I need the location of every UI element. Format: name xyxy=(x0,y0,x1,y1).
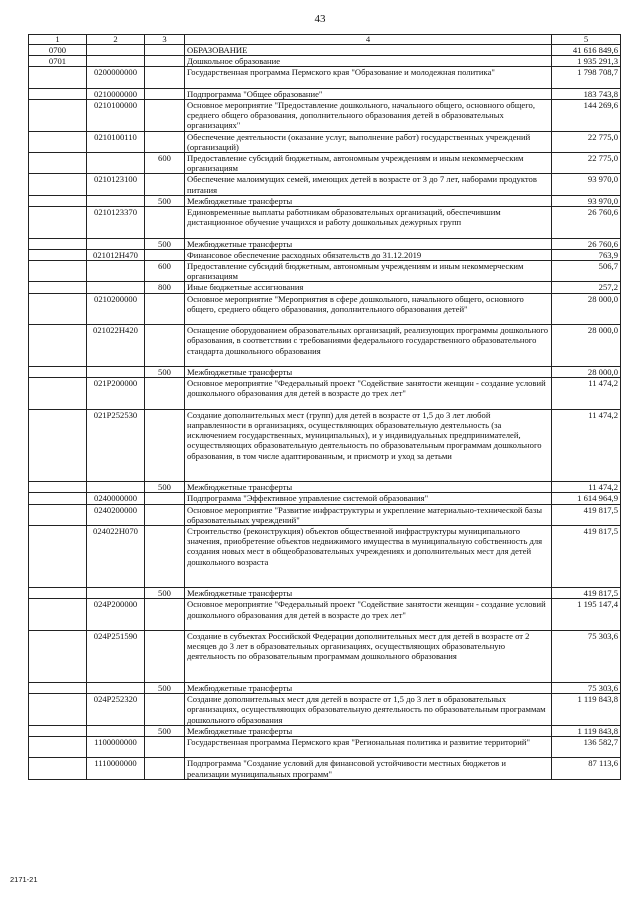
col-header-5: 5 xyxy=(552,35,621,45)
item-amount: 1 119 843,8 xyxy=(552,725,621,736)
item-amount: 419 817,5 xyxy=(552,526,621,588)
table-row xyxy=(29,45,621,56)
target-code xyxy=(87,195,145,206)
section-code xyxy=(29,207,87,239)
target-code: 0240200000 xyxy=(87,504,145,525)
target-code xyxy=(87,282,145,293)
footer-code: 2171-21 xyxy=(10,875,38,884)
expense-type-code xyxy=(145,694,185,726)
section-code xyxy=(29,367,87,378)
expense-type-code xyxy=(145,100,185,132)
expense-type-code: 500 xyxy=(145,482,185,493)
item-amount: 136 582,7 xyxy=(552,737,621,758)
section-code xyxy=(29,409,87,481)
item-description: Основное мероприятие "Развитие инфраструктуры и укрепление материально-технической базы образовательных учреждений" xyxy=(185,504,552,525)
item-description: Единовременные выплаты работникам образовательных организаций, обеспечившим дистанционное обучение учащихся и работу дошкольных дежурных групп xyxy=(185,207,552,239)
table-row xyxy=(29,293,621,325)
col-header-1: 1 xyxy=(29,35,87,45)
target-code: 0210100110 xyxy=(87,131,145,152)
section-code xyxy=(29,195,87,206)
table-row xyxy=(29,207,621,239)
section-code xyxy=(29,599,87,631)
item-description: Оснащение оборудованием образовательных организаций, реализующих программы дошкольного образования, в соответствии с требованиями федерального государственного образовательного стандарта дошкольного образования xyxy=(185,325,552,367)
target-code: 021012Н470 xyxy=(87,249,145,260)
section-code xyxy=(29,67,87,88)
item-description: Обеспечение малоимущих семей, имеющих детей в возрасте от 3 до 7 лет, наборами продуктов питания xyxy=(185,174,552,195)
item-description: Дошкольное образование xyxy=(185,56,552,67)
section-code xyxy=(29,100,87,132)
target-code xyxy=(87,683,145,694)
table-row xyxy=(29,153,621,174)
item-description: Финансовое обеспечение расходных обязательств до 31.12.2019 xyxy=(185,249,552,260)
table-row xyxy=(29,174,621,195)
item-description: Создание в субъектах Российской Федерации дополнительных мест для детей в возрасте от 2 месяцев до 3 лет в образовательных организациях, осуществляющих образовательную деятельность по образовательным программам дошкольного образования xyxy=(185,631,552,683)
item-amount: 1 195 147,4 xyxy=(552,599,621,631)
target-code: 021022Н420 xyxy=(87,325,145,367)
item-amount: 93 970,0 xyxy=(552,174,621,195)
item-description: Подпрограмма "Общее образование" xyxy=(185,88,552,99)
section-code: 0701 xyxy=(29,56,87,67)
target-code: 021Р252530 xyxy=(87,409,145,481)
page-number: 43 xyxy=(314,13,326,25)
table-row xyxy=(29,526,621,588)
section-code xyxy=(29,282,87,293)
table-row xyxy=(29,195,621,206)
column-number-row xyxy=(29,35,621,45)
item-amount: 763,9 xyxy=(552,249,621,260)
target-code xyxy=(87,482,145,493)
target-code xyxy=(87,56,145,67)
item-description: Иные бюджетные ассигнования xyxy=(185,282,552,293)
table-row xyxy=(29,409,621,481)
table-row xyxy=(29,631,621,683)
expense-type-code xyxy=(145,67,185,88)
item-amount: 11 474,2 xyxy=(552,378,621,410)
table-row xyxy=(29,493,621,504)
item-amount: 41 616 849,6 xyxy=(552,45,621,56)
section-code xyxy=(29,131,87,152)
target-code xyxy=(87,261,145,282)
section-code xyxy=(29,758,87,779)
budget-table xyxy=(28,34,621,780)
table-row xyxy=(29,56,621,67)
target-code: 0210000000 xyxy=(87,88,145,99)
item-description: Создание дополнительных мест (групп) для детей в возрасте от 1,5 до 3 лет любой направленности в организациях, осуществляющих образовательную деятельность (за исключением государственных, муниципальных), и у индивидуальных предпринимателей, осуществляющих образовательную деятельность по образовательным программам дошкольного образования, в том числе адаптированным, и присмотр и уход за детьми xyxy=(185,409,552,481)
target-code xyxy=(87,588,145,599)
expense-type-code xyxy=(145,249,185,260)
item-description: Предоставление субсидий бюджетным, автономным учреждениям и иным некоммерческим организациям xyxy=(185,261,552,282)
item-amount: 1 119 843,8 xyxy=(552,694,621,726)
item-amount: 22 775,0 xyxy=(552,153,621,174)
expense-type-code xyxy=(145,174,185,195)
section-code xyxy=(29,325,87,367)
expense-type-code: 800 xyxy=(145,282,185,293)
expense-type-code xyxy=(145,493,185,504)
item-description: ОБРАЗОВАНИЕ xyxy=(185,45,552,56)
item-amount: 419 817,5 xyxy=(552,504,621,525)
item-amount: 1 614 964,9 xyxy=(552,493,621,504)
item-description: Обеспечение деятельности (оказание услуг, выполнение работ) государственных учреждений (организаций) xyxy=(185,131,552,152)
item-description: Подпрограмма "Создание условий для финансовой устойчивости местных бюджетов и реализации муниципальных программ" xyxy=(185,758,552,779)
target-code: 1100000000 xyxy=(87,737,145,758)
item-amount: 257,2 xyxy=(552,282,621,293)
item-amount: 26 760,6 xyxy=(552,238,621,249)
item-amount: 28 000,0 xyxy=(552,325,621,367)
col-header-2: 2 xyxy=(87,35,145,45)
item-description: Межбюджетные трансферты xyxy=(185,683,552,694)
target-code xyxy=(87,238,145,249)
item-amount: 93 970,0 xyxy=(552,195,621,206)
section-code xyxy=(29,694,87,726)
expense-type-code xyxy=(145,56,185,67)
item-description: Подпрограмма "Эффективное управление системой образования" xyxy=(185,493,552,504)
table-row xyxy=(29,367,621,378)
table-row xyxy=(29,588,621,599)
section-code xyxy=(29,683,87,694)
expense-type-code xyxy=(145,45,185,56)
table-row xyxy=(29,599,621,631)
target-code: 021Р200000 xyxy=(87,378,145,410)
target-code: 0200000000 xyxy=(87,67,145,88)
expense-type-code xyxy=(145,88,185,99)
table-row xyxy=(29,238,621,249)
expense-type-code: 500 xyxy=(145,725,185,736)
item-description: Межбюджетные трансферты xyxy=(185,482,552,493)
target-code: 024Р251590 xyxy=(87,631,145,683)
expense-type-code: 600 xyxy=(145,261,185,282)
item-description: Основное мероприятие "Федеральный проект "Содействие занятости женщин - создание условий дошкольного образования для детей в возрасте до трех лет" xyxy=(185,378,552,410)
expense-type-code xyxy=(145,131,185,152)
expense-type-code: 500 xyxy=(145,238,185,249)
item-description: Создание дополнительных мест для детей в возрасте от 1,5 до 3 лет в образовательных организациях, осуществляющих образовательную деятельность по образовательным программам дошкольного образования xyxy=(185,694,552,726)
table-row xyxy=(29,725,621,736)
item-amount: 75 303,6 xyxy=(552,683,621,694)
target-code xyxy=(87,153,145,174)
item-description: Межбюджетные трансферты xyxy=(185,238,552,249)
table-row xyxy=(29,504,621,525)
table-row xyxy=(29,261,621,282)
section-code xyxy=(29,631,87,683)
target-code: 0210200000 xyxy=(87,293,145,325)
item-amount: 28 000,0 xyxy=(552,367,621,378)
table-row xyxy=(29,100,621,132)
item-amount: 22 775,0 xyxy=(552,131,621,152)
item-description: Межбюджетные трансферты xyxy=(185,195,552,206)
section-code xyxy=(29,493,87,504)
item-description: Основное мероприятие "Мероприятия в сфере дошкольного, начального общего, основного общего, среднего общего образования, дополнительного образования детей" xyxy=(185,293,552,325)
table-row xyxy=(29,325,621,367)
table-row xyxy=(29,683,621,694)
item-description: Межбюджетные трансферты xyxy=(185,588,552,599)
section-code: 0700 xyxy=(29,45,87,56)
section-code xyxy=(29,153,87,174)
item-description: Государственная программа Пермского края "Образование и молодежная политика" xyxy=(185,67,552,88)
table-row xyxy=(29,694,621,726)
expense-type-code xyxy=(145,409,185,481)
expense-type-code xyxy=(145,631,185,683)
section-code xyxy=(29,737,87,758)
expense-type-code: 600 xyxy=(145,153,185,174)
expense-type-code xyxy=(145,758,185,779)
section-code xyxy=(29,249,87,260)
item-amount: 183 743,8 xyxy=(552,88,621,99)
section-code xyxy=(29,174,87,195)
expense-type-code: 500 xyxy=(145,367,185,378)
item-amount: 144 269,6 xyxy=(552,100,621,132)
table-row xyxy=(29,282,621,293)
target-code xyxy=(87,45,145,56)
target-code: 024Р252320 xyxy=(87,694,145,726)
expense-type-code xyxy=(145,207,185,239)
item-description: Предоставление субсидий бюджетным, автономным учреждениям и иным некоммерческим организациям xyxy=(185,153,552,174)
item-description: Строительство (реконструкция) объектов общественной инфраструктуры муниципального значения, приобретение объектов недвижимого имущества в муниципальную собственность для создания новых мест в общеобразовательных учреждениях и дополнительных мест для детей дошкольного возраста xyxy=(185,526,552,588)
expense-type-code xyxy=(145,737,185,758)
item-amount: 419 817,5 xyxy=(552,588,621,599)
item-amount: 506,7 xyxy=(552,261,621,282)
expense-type-code xyxy=(145,504,185,525)
table-row xyxy=(29,249,621,260)
table-row xyxy=(29,482,621,493)
item-amount: 1 935 291,3 xyxy=(552,56,621,67)
item-amount: 1 798 708,7 xyxy=(552,67,621,88)
section-code xyxy=(29,88,87,99)
item-amount: 75 303,6 xyxy=(552,631,621,683)
expense-type-code: 500 xyxy=(145,195,185,206)
target-code: 0210123370 xyxy=(87,207,145,239)
target-code xyxy=(87,725,145,736)
table-row xyxy=(29,67,621,88)
section-code xyxy=(29,378,87,410)
expense-type-code: 500 xyxy=(145,683,185,694)
expense-type-code xyxy=(145,378,185,410)
target-code: 024022Н070 xyxy=(87,526,145,588)
table-row xyxy=(29,737,621,758)
target-code: 024Р200000 xyxy=(87,599,145,631)
table-row xyxy=(29,88,621,99)
target-code: 0210100000 xyxy=(87,100,145,132)
table-row xyxy=(29,378,621,410)
item-description: Основное мероприятие "Предоставление дошкольного, начального общего, основного общего, среднего общего образования, дополнительного образования детей в образовательных организациях" xyxy=(185,100,552,132)
section-code xyxy=(29,293,87,325)
target-code: 1110000000 xyxy=(87,758,145,779)
target-code xyxy=(87,367,145,378)
item-description: Межбюджетные трансферты xyxy=(185,367,552,378)
section-code xyxy=(29,482,87,493)
item-amount: 28 000,0 xyxy=(552,293,621,325)
item-description: Межбюджетные трансферты xyxy=(185,725,552,736)
col-header-4: 4 xyxy=(185,35,552,45)
section-code xyxy=(29,526,87,588)
item-amount: 87 113,6 xyxy=(552,758,621,779)
item-description: Государственная программа Пермского края "Региональная политика и развитие территорий" xyxy=(185,737,552,758)
section-code xyxy=(29,261,87,282)
col-header-3: 3 xyxy=(145,35,185,45)
table-row xyxy=(29,758,621,779)
item-amount: 26 760,6 xyxy=(552,207,621,239)
table-row xyxy=(29,131,621,152)
section-code xyxy=(29,588,87,599)
expense-type-code: 500 xyxy=(145,588,185,599)
expense-type-code xyxy=(145,293,185,325)
section-code xyxy=(29,504,87,525)
expense-type-code xyxy=(145,325,185,367)
expense-type-code xyxy=(145,526,185,588)
item-amount: 11 474,2 xyxy=(552,482,621,493)
target-code: 0240000000 xyxy=(87,493,145,504)
section-code xyxy=(29,725,87,736)
item-amount: 11 474,2 xyxy=(552,409,621,481)
section-code xyxy=(29,238,87,249)
target-code: 0210123100 xyxy=(87,174,145,195)
item-description: Основное мероприятие "Федеральный проект "Содействие занятости женщин - создание условий дошкольного образования для детей в возрасте до трех лет" xyxy=(185,599,552,631)
expense-type-code xyxy=(145,599,185,631)
